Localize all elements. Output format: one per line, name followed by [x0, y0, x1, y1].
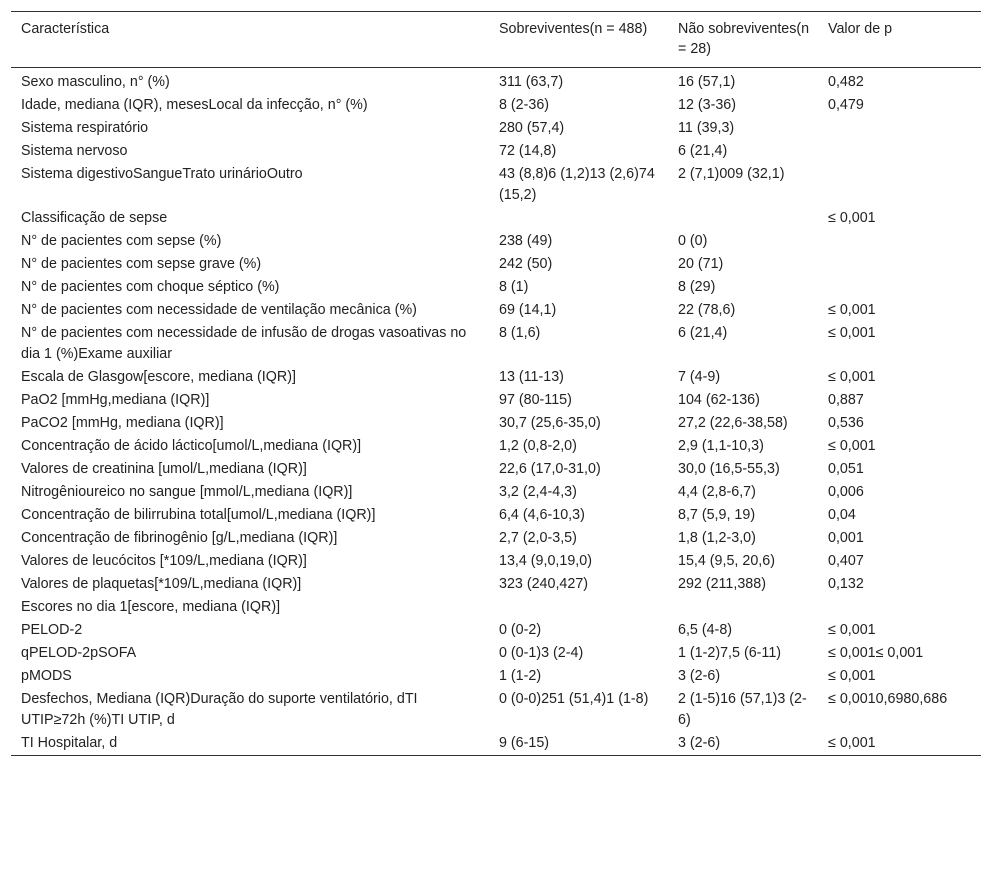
table-row [11, 230, 981, 253]
cell-characteristic: Concentração de fibrinogênio [g/L,mediana (IQR)] [21, 530, 338, 546]
cell-characteristic: N° de pacientes com necessidade de infusão de drogas vasoativas no dia 1 (%)Exame auxiliar [21, 325, 467, 362]
table-row [11, 527, 981, 550]
table-row [11, 163, 981, 207]
cell-non-survivors: 6 (21,4) [678, 325, 728, 341]
cell-survivors: 13,4 (9,0,19,0) [499, 553, 592, 569]
table-row [11, 665, 981, 688]
table-row [11, 366, 981, 389]
cell-p-value [818, 276, 981, 299]
cell-characteristic: pMODS [21, 668, 72, 684]
cell-p-value: ≤ 0,0010,6980,686 [828, 691, 948, 707]
cell-p-value: 0,407 [828, 553, 864, 569]
cell-survivors: 30,7 (25,6-35,0) [499, 415, 601, 431]
cell-p-value: 0,006 [828, 484, 864, 500]
table-row [11, 573, 981, 596]
cell-non-survivors: 2 (1-5)16 (57,1)3 (2-6) [678, 691, 807, 728]
cell-characteristic: Desfechos, Mediana (IQR)Duração do suporte ventilatório, dTI UTIP≥72h (%)TI UTIP, d [21, 691, 418, 728]
cell-survivors: 0 (0-1)3 (2-4) [499, 645, 584, 661]
cell-characteristic: N° de pacientes com sepse (%) [21, 233, 222, 249]
cell-characteristic: Valores de plaquetas[*109/L,mediana (IQR)] [21, 576, 302, 592]
cell-characteristic: Valores de creatinina [umol/L,mediana (IQR)] [21, 461, 307, 477]
cell-p-value: 0,479 [828, 97, 864, 113]
cell-p-value: 0,132 [828, 576, 864, 592]
cell-non-survivors: 7 (4-9) [678, 369, 721, 385]
cell-survivors [489, 207, 668, 230]
cell-characteristic: Classificação de sepse [21, 210, 168, 226]
cell-p-value [818, 253, 981, 276]
cell-non-survivors: 2,9 (1,1-10,3) [678, 438, 764, 454]
cell-non-survivors: 1 (1-2)7,5 (6-11) [678, 645, 782, 661]
cell-survivors: 280 (57,4) [499, 120, 565, 136]
header-survivors: Sobreviventes(n = 488) [499, 21, 648, 37]
cell-p-value: ≤ 0,001 [828, 668, 876, 684]
cell-p-value: 0,051 [828, 461, 864, 477]
table-row [11, 322, 981, 366]
cell-survivors: 8 (1,6) [499, 325, 541, 341]
cell-p-value [818, 163, 981, 207]
cell-survivors: 6,4 (4,6-10,3) [499, 507, 585, 523]
cell-survivors [489, 596, 668, 619]
cell-characteristic: TI Hospitalar, d [21, 735, 118, 751]
cell-characteristic: qPELOD-2pSOFA [21, 645, 137, 661]
cell-non-survivors: 0 (0) [678, 233, 708, 249]
cell-survivors: 0 (0-2) [499, 622, 542, 638]
cell-survivors: 8 (1) [499, 279, 529, 295]
cell-survivors: 242 (50) [499, 256, 553, 272]
cell-non-survivors: 4,4 (2,8-6,7) [678, 484, 756, 500]
cell-p-value: 0,536 [828, 415, 864, 431]
table-row [11, 276, 981, 299]
table-row [11, 412, 981, 435]
cell-non-survivors: 30,0 (16,5-55,3) [678, 461, 780, 477]
cell-characteristic: N° de pacientes com sepse grave (%) [21, 256, 262, 272]
cell-p-value [818, 140, 981, 163]
cell-non-survivors: 6,5 (4-8) [678, 622, 733, 638]
table-row [11, 299, 981, 322]
table-row [11, 94, 981, 117]
cell-non-survivors [668, 596, 818, 619]
cell-survivors: 1 (1-2) [499, 668, 542, 684]
cell-p-value: ≤ 0,001 [828, 735, 876, 751]
table-row [11, 435, 981, 458]
table-row [11, 688, 981, 732]
cell-non-survivors: 12 (3-36) [678, 97, 737, 113]
cell-non-survivors: 1,8 (1,2-3,0) [678, 530, 756, 546]
cell-non-survivors [668, 207, 818, 230]
cell-non-survivors: 22 (78,6) [678, 302, 736, 318]
header-non-survivors: Não sobreviventes(n = 28) [678, 21, 810, 57]
cell-non-survivors: 16 (57,1) [678, 74, 736, 90]
cell-non-survivors: 8 (29) [678, 279, 716, 295]
table-row [11, 732, 981, 756]
table-row [11, 117, 981, 140]
cell-non-survivors: 104 (62-136) [678, 392, 760, 408]
cell-characteristic: Escores no dia 1[escore, mediana (IQR)] [21, 599, 281, 615]
table-row [11, 481, 981, 504]
cell-survivors: 22,6 (17,0-31,0) [499, 461, 601, 477]
cell-p-value [818, 596, 981, 619]
cell-characteristic: PaCO2 [mmHg, mediana (IQR)] [21, 415, 224, 431]
cell-survivors: 3,2 (2,4-4,3) [499, 484, 577, 500]
cell-p-value: ≤ 0,001 [828, 622, 876, 638]
cell-survivors: 311 (63,7) [499, 74, 564, 90]
data-table [11, 11, 981, 756]
table-row [11, 68, 981, 95]
cell-p-value: 0,04 [828, 507, 856, 523]
cell-characteristic: Sistema digestivoSangueTrato urinárioOutro [21, 166, 303, 182]
cell-survivors: 1,2 (0,8-2,0) [499, 438, 577, 454]
cell-characteristic: PELOD-2 [21, 622, 83, 638]
cell-characteristic: Sistema respiratório [21, 120, 149, 136]
cell-non-survivors: 3 (2-6) [678, 735, 721, 751]
cell-non-survivors: 15,4 (9,5, 20,6) [678, 553, 775, 569]
cell-survivors: 97 (80-115) [499, 392, 572, 408]
cell-non-survivors: 20 (71) [678, 256, 724, 272]
table-row [11, 596, 981, 619]
table-row [11, 619, 981, 642]
cell-survivors: 2,7 (2,0-3,5) [499, 530, 577, 546]
table-row [11, 458, 981, 481]
cell-survivors: 69 (14,1) [499, 302, 557, 318]
cell-characteristic: Idade, mediana (IQR), mesesLocal da infecção, n° (%) [21, 97, 368, 113]
cell-p-value: ≤ 0,001 [828, 325, 876, 341]
cell-p-value: 0,887 [828, 392, 864, 408]
header-characteristic: Característica [21, 21, 110, 37]
cell-non-survivors: 292 (211,388) [678, 576, 766, 592]
cell-characteristic: N° de pacientes com choque séptico (%) [21, 279, 280, 295]
cell-p-value: ≤ 0,001 [828, 438, 876, 454]
cell-non-survivors: 27,2 (22,6-38,58) [678, 415, 788, 431]
cell-p-value: ≤ 0,001≤ 0,001 [828, 645, 924, 661]
header-row [11, 12, 981, 68]
cell-characteristic: Valores de leucócitos [*109/L,mediana (IQR)] [21, 553, 307, 569]
table-row [11, 389, 981, 412]
cell-survivors: 72 (14,8) [499, 143, 557, 159]
table-row [11, 140, 981, 163]
cell-p-value: ≤ 0,001 [828, 302, 876, 318]
table-row [11, 642, 981, 665]
cell-p-value: 0,001 [828, 530, 864, 546]
cell-p-value [818, 230, 981, 253]
cell-non-survivors: 6 (21,4) [678, 143, 728, 159]
cell-characteristic: Escala de Glasgow[escore, mediana (IQR)] [21, 369, 296, 385]
cell-survivors: 323 (240,427) [499, 576, 589, 592]
cell-characteristic: Sistema nervoso [21, 143, 128, 159]
cell-characteristic: Sexo masculino, n° (%) [21, 74, 170, 90]
table-row [11, 253, 981, 276]
cell-p-value: ≤ 0,001 [828, 210, 876, 226]
cell-non-survivors: 11 (39,3) [678, 120, 735, 136]
table-row [11, 550, 981, 573]
cell-non-survivors: 2 (7,1)009 (32,1) [678, 166, 785, 182]
header-p-value: Valor de p [828, 21, 893, 37]
cell-characteristic: N° de pacientes com necessidade de ventilação mecânica (%) [21, 302, 417, 318]
cell-non-survivors: 8,7 (5,9, 19) [678, 507, 756, 523]
cell-survivors: 238 (49) [499, 233, 553, 249]
cell-p-value: 0,482 [828, 74, 864, 90]
cell-survivors: 9 (6-15) [499, 735, 550, 751]
cell-non-survivors: 3 (2-6) [678, 668, 721, 684]
cell-survivors: 0 (0-0)251 (51,4)1 (1-8) [499, 691, 649, 707]
cell-p-value: ≤ 0,001 [828, 369, 876, 385]
cell-characteristic: Concentração de ácido láctico[umol/L,mediana (IQR)] [21, 438, 362, 454]
table-header [11, 12, 981, 68]
cell-p-value [818, 117, 981, 140]
cell-characteristic: Concentração de bilirrubina total[umol/L,mediana (IQR)] [21, 507, 376, 523]
cell-survivors: 13 (11-13) [499, 369, 564, 385]
table-row [11, 504, 981, 527]
cell-characteristic: PaO2 [mmHg,mediana (IQR)] [21, 392, 210, 408]
cell-survivors: 8 (2-36) [499, 97, 550, 113]
table-body [11, 68, 981, 756]
table-row [11, 207, 981, 230]
cell-characteristic: Nitrogênioureico no sangue [mmol/L,mediana (IQR)] [21, 484, 353, 500]
cell-survivors: 43 (8,8)6 (1,2)13 (2,6)74 (15,2) [499, 166, 655, 203]
